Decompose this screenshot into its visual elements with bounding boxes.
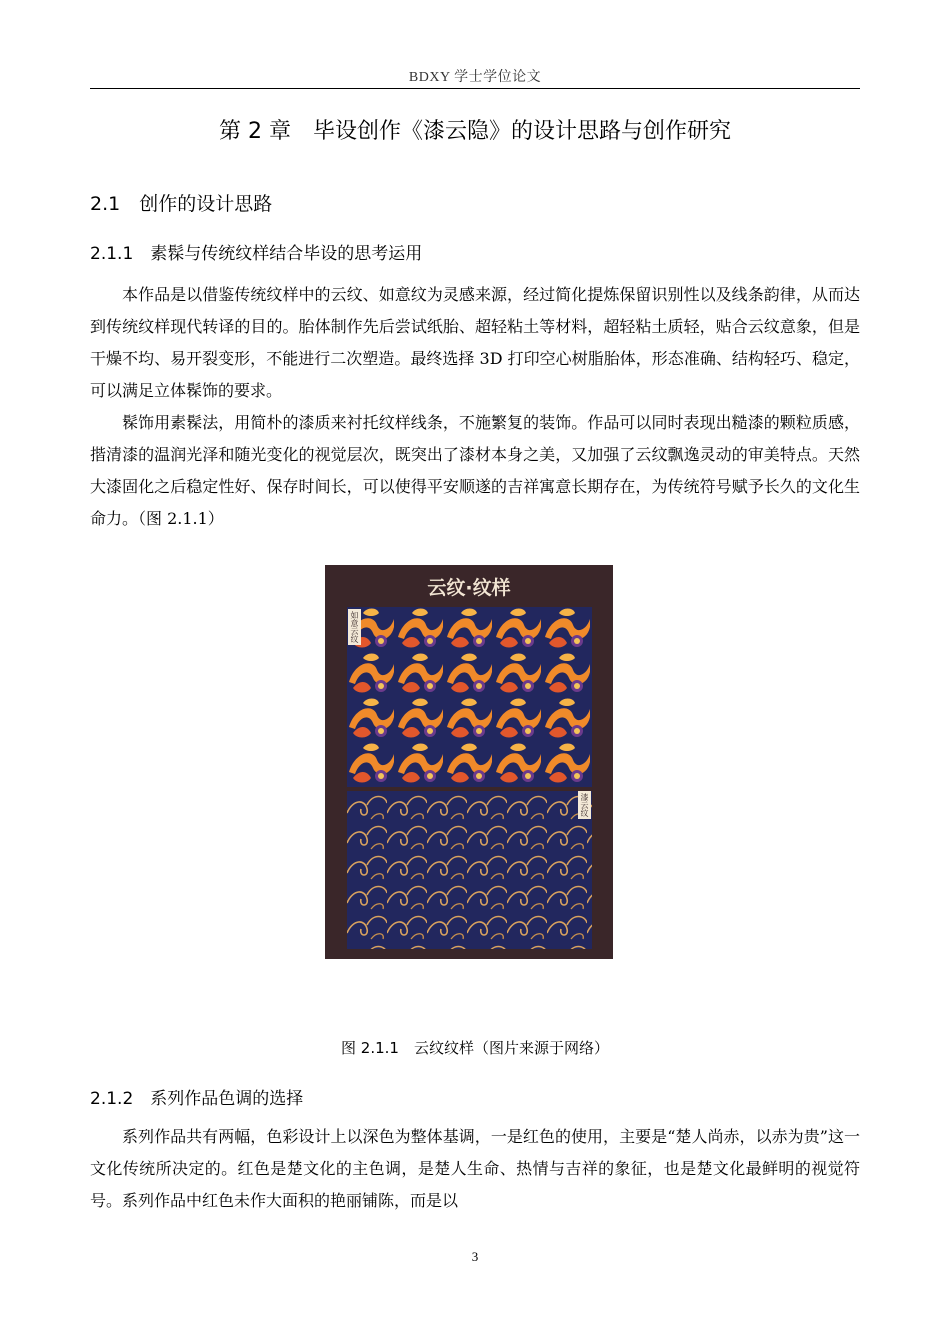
page-number: 3 <box>471 1249 479 1264</box>
chapter-title: 第 2 章 毕设创作《漆云隐》的设计思路与创作研究 <box>219 119 731 144</box>
body-paragraph-2: 髹饰用素髹法，用简朴的漆质来衬托纹样线条，不施繁复的装饰。作品可以同时表现出糙漆的颗粒质感，揩清漆的温润光泽和随光变化的视觉层次，既突出了漆材本身之美，又加强了云纹飘逸灵动的审美特点。天然大漆固化之后稳定性好、保存时间长，可以使得平安顺遂的吉祥寓意长期存在，为传统符号赋予长久的文化生命力。（图 2.1.1） <box>90 413 860 528</box>
section-heading-2-1-2: 2.1.2 系列作品色调的选择 <box>90 1089 304 1109</box>
body-paragraph-1: 本作品是以借鉴传统纹样中的云纹、如意纹为灵感来源，经过简化提炼保留识别性以及线条韵律，从而达到传统纹样现代转译的目的。胎体制作先后尝试纸胎、超轻粘土等材料，超轻粘土质轻，贴合云纹意象，但是干燥不均、易开裂变形，不能进行二次塑造。最终选择 3D 打印空心树脂胎体，形态准确、结构轻巧、稳定，可以满足立体髹饰的要求。 <box>90 285 860 400</box>
section-heading-2-1: 2.1 创作的设计思路 <box>90 193 273 215</box>
tag-ruyi-cloud: 如意云纹 <box>350 611 359 643</box>
body-paragraph-3: 系列作品共有两幅，色彩设计上以深色为整体基调，一是红色的使用，主要是“楚人尚赤，以赤为贵”这一文化传统所决定的。红色是楚文化的主色调，是楚人生命、热情与吉祥的象征，也是楚文化最鲜明的视觉符号。系列作品中红色未作大面积的艳丽铺陈，而是以 <box>90 1127 860 1210</box>
header-rule <box>90 88 860 89</box>
figure-caption: 图 2.1.1 云纹纹样（图片来源于网络） <box>341 1039 609 1057</box>
figure-title: 云纹·纹样 <box>427 577 511 599</box>
tag-lacquer-cloud: 漆云纹 <box>580 793 589 817</box>
lacquer-cloud-pattern-panel <box>347 791 592 949</box>
figure-cloud-pattern <box>325 565 613 959</box>
ruyi-cloud-pattern-panel <box>347 607 592 787</box>
section-heading-2-1-1: 2.1.1 素髹与传统纹样结合毕设的思考运用 <box>90 244 423 264</box>
running-header: BDXY 学士学位论文 <box>408 70 542 85</box>
